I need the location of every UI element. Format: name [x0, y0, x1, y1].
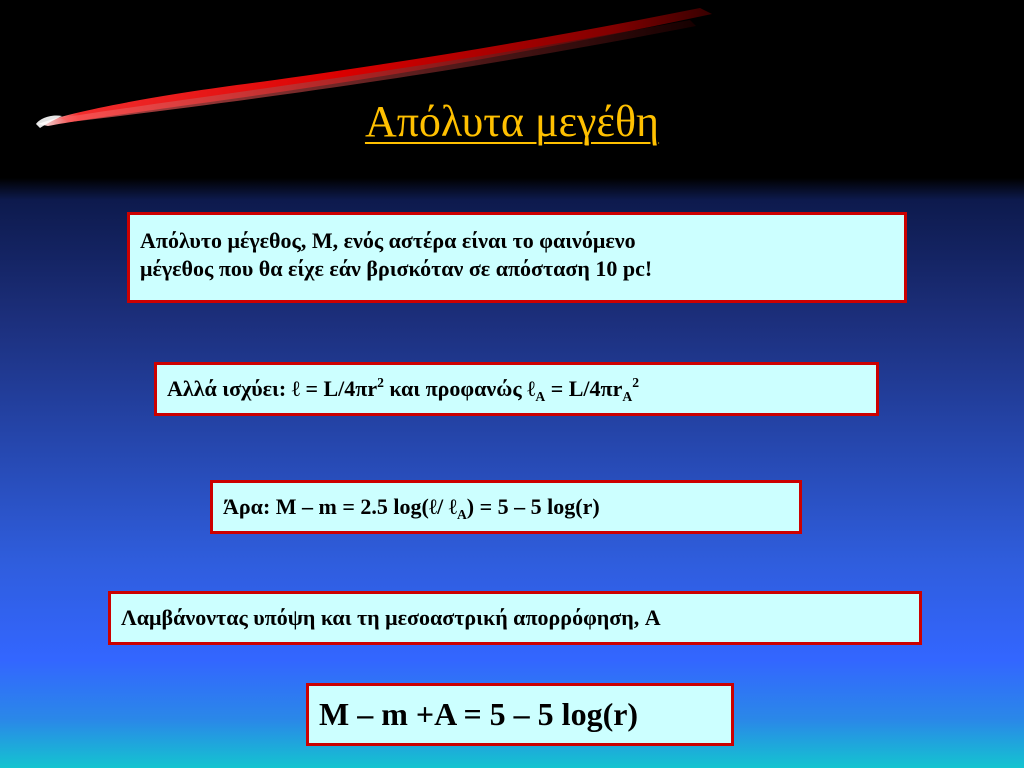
flux-relation-sup-1: 2 — [377, 375, 384, 391]
distance-modulus-text-1: Άρα: M – m = 2.5 log(ℓ/ ℓ — [223, 494, 457, 519]
extinction-note-box — [108, 591, 922, 645]
flux-relation-sub-1: A — [535, 388, 546, 404]
definition-line-1: Απόλυτο μέγεθος, M, ενός αστέρα είναι το φαινόμενο — [140, 228, 636, 253]
flux-relation-text-3: = L/4πr — [545, 376, 623, 401]
flux-relation-sub-2: A — [622, 388, 633, 404]
distance-modulus-sub-1: A — [456, 506, 467, 522]
distance-modulus-box — [210, 480, 802, 534]
flux-relation-text-1: Αλλά ισχύει: ℓ = L/4πr — [167, 376, 378, 401]
distance-modulus-text-2: ) = 5 – 5 log(r) — [466, 494, 600, 519]
definition-box — [127, 212, 907, 303]
page-title: Απόλυτα μεγέθη — [364, 97, 660, 146]
flux-relation-sup-2: 2 — [632, 375, 640, 391]
flux-relation-text-2: και προφανώς ℓ — [383, 376, 536, 401]
final-equation-box — [306, 683, 734, 746]
flux-relation-box — [154, 362, 879, 416]
extinction-note-text: Λαμβάνοντας υπόψη και τη μεσοαστρική απορρόφηση, A — [121, 605, 661, 630]
final-equation-text: M – m +A = 5 – 5 log(r) — [319, 696, 639, 732]
definition-line-2: μέγεθος που θα είχε εάν βρισκόταν σε απόσταση 10 pc! — [140, 256, 653, 281]
